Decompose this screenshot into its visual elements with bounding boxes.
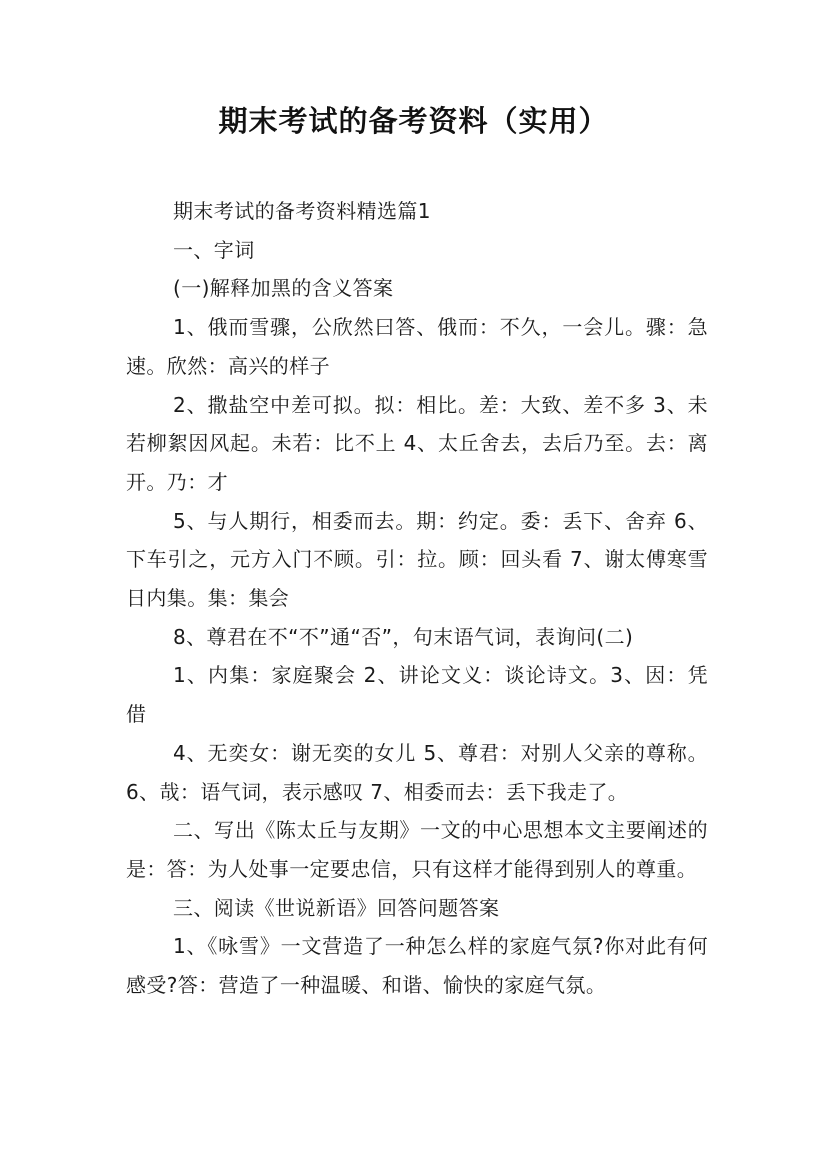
paragraph-reading-question-1: 1、《咏雪》一文营造了一种怎么样的家庭气氛?你对此有何感受?答：营造了一种温暖、和谐、愉快的家庭气氛。 xyxy=(126,934,708,998)
paragraph-item-2: 2、撒盐空中差可拟。拟：相比。差：大致、差不多 3、未若柳絮因风起。未若：比不上 4、太丘舍去，去后乃至。去：离开。乃：才 xyxy=(126,392,708,494)
document-body xyxy=(126,192,708,1005)
paragraph-subsection-explain: (一)解释加黑的含义答案 xyxy=(173,276,394,301)
paragraph-section-vocabulary: 一、字词 xyxy=(173,237,255,262)
paragraph-part2-item-1: 1、内集：家庭聚会 2、讲论文义：谈论诗文。3、因：凭借 xyxy=(126,663,708,727)
paragraph-section-central-idea: 二、写出《陈太丘与友期》一文的中心思想本文主要阐述的是：答：为人处事一定要忠信，只有这样才能得到别人的尊重。 xyxy=(126,818,708,881)
paragraph-section-reading: 三、阅读《世说新语》回答问题答案 xyxy=(173,895,500,920)
paragraph-heading-selection: 期末考试的备考资料精选篇1 xyxy=(173,199,431,223)
paragraph-item-8: 8、尊君在不“不”通“否”，句末语气词，表询问(二) xyxy=(173,624,634,649)
paragraph-part2-item-4: 4、无奕女：谢无奕的女儿 5、尊君：对别人父亲的尊称。6、哉：语气词，表示感叹 7、相委而去：丢下我走了。 xyxy=(126,740,708,804)
paragraph-item-5: 5、与人期行，相委而去。期：约定。委：丢下、舍弃 6、下车引之，元方入门不顾。引：拉。顾：回头看 7、谢太傅寒雪日内集。集：集会 xyxy=(126,508,708,611)
paragraph-item-1: 1、俄而雪骤，公欣然曰答、俄而：不久，一会儿。骤：急速。欣然：高兴的样子 xyxy=(126,315,708,378)
document-title: 期末考试的备考资料（实用） xyxy=(218,104,609,138)
